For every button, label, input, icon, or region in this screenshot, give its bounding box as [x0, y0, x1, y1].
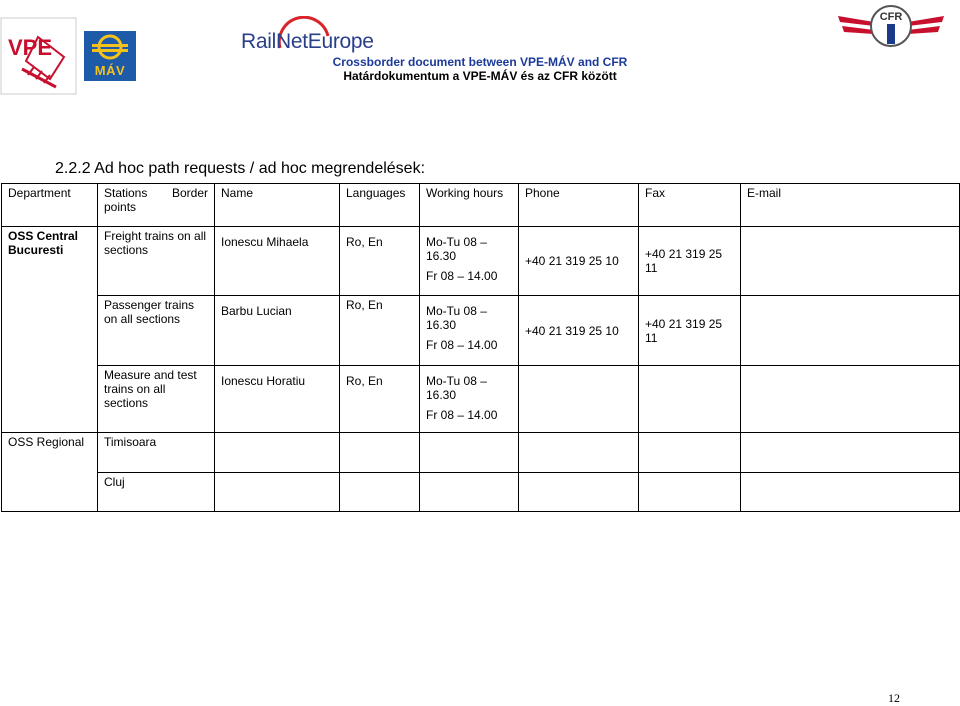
section-cell: Passenger trains on all sections — [98, 296, 215, 366]
railneteurope-logo-text: RailNetEurope — [241, 30, 374, 53]
fax-cell — [639, 366, 741, 433]
hours-friday: Fr 08 – 14.00 — [426, 269, 498, 283]
phone-cell — [519, 433, 639, 473]
fax-cell: +40 21 319 25 11 — [639, 296, 741, 366]
section-cell: Cluj — [98, 473, 215, 512]
table-row — [2, 296, 960, 366]
hours-weekdays: Mo-Tu 08 – 16.30 — [426, 304, 487, 332]
header-points: points — [104, 200, 137, 214]
hours-friday: Fr 08 – 14.00 — [426, 408, 498, 422]
cfr-logo-text: CFR — [879, 11, 903, 23]
languages-cell — [340, 366, 420, 433]
name-cell — [215, 433, 340, 473]
header-stations-border-points — [98, 184, 215, 227]
table-header-row — [2, 184, 960, 227]
name-cell — [215, 473, 340, 512]
hours-cell — [420, 227, 519, 296]
header-fax: Fax — [639, 184, 741, 227]
hours-cell — [420, 366, 519, 433]
department-cell — [2, 227, 98, 433]
languages-text: Ro, En — [346, 374, 383, 388]
phone-cell — [519, 366, 639, 433]
hours-weekdays: Mo-Tu 08 – 16.30 — [426, 374, 487, 402]
hours-cell — [420, 296, 519, 366]
email-cell — [741, 366, 960, 433]
section-cell: Timisoara — [98, 433, 215, 473]
name-cell — [215, 227, 340, 296]
name-text: Ionescu Mihaela — [221, 235, 309, 249]
email-cell — [741, 296, 960, 366]
languages-cell — [340, 473, 420, 512]
fax-cell — [639, 473, 741, 512]
cfr-logo — [836, 2, 946, 50]
document-title — [300, 55, 660, 83]
department-cell: OSS Regional — [2, 433, 98, 512]
languages-text: Ro, En — [346, 235, 383, 249]
header-languages: Languages — [340, 184, 420, 227]
phone-cell: +40 21 319 25 10 — [519, 227, 639, 296]
email-cell — [741, 473, 960, 512]
table-row — [2, 227, 960, 296]
phone-cell: +40 21 319 25 10 — [519, 296, 639, 366]
phone-cell — [519, 473, 639, 512]
languages-cell — [340, 227, 420, 296]
hours-friday: Fr 08 – 14.00 — [426, 338, 498, 352]
header-border: Border — [171, 186, 208, 200]
fax-cell — [639, 433, 741, 473]
hours-cell — [420, 433, 519, 473]
page-number: 12 — [888, 691, 900, 705]
languages-cell: Ro, En — [340, 296, 420, 366]
fax-cell: +40 21 319 25 11 — [639, 227, 741, 296]
hours-cell — [420, 473, 519, 512]
hours-weekdays: Mo-Tu 08 – 16.30 — [426, 235, 487, 263]
header-stations: Stations — [104, 186, 148, 200]
railneteurope-logo — [240, 16, 390, 58]
document-title-line2: Határdokumentum a VPE-MÁV és az CFR között — [343, 69, 617, 83]
table-row — [2, 473, 960, 512]
table-row — [2, 366, 960, 433]
department-line2: Bucuresti — [8, 243, 64, 257]
languages-cell — [340, 433, 420, 473]
name-cell — [215, 296, 340, 366]
header-phone: Phone — [519, 184, 639, 227]
name-text: Ionescu Horatiu — [221, 374, 306, 388]
name-cell — [215, 366, 340, 433]
vpe-logo — [0, 17, 77, 95]
header-email: E-mail — [741, 184, 960, 227]
email-cell — [741, 227, 960, 296]
section-cell: Measure and test trains on all sections — [98, 366, 215, 433]
header-name: Name — [215, 184, 340, 227]
document-title-line1: Crossborder document between VPE-MÁV and CFR — [332, 55, 628, 69]
header-department: Department — [2, 184, 98, 227]
header-working-hours: Working hours — [420, 184, 519, 227]
name-text: Barbu Lucian — [221, 304, 292, 318]
email-cell — [741, 433, 960, 473]
section-cell: Freight trains on all sections — [98, 227, 215, 296]
section-heading: 2.2.2 Ad hoc path requests / ad hoc megrendelések: — [55, 160, 426, 177]
vpe-logo-text: VPE — [8, 35, 53, 60]
contacts-table — [1, 183, 960, 512]
mav-logo-text: MÁV — [94, 63, 126, 78]
mav-logo — [84, 31, 136, 81]
table-row — [2, 433, 960, 473]
department-line1: OSS Central — [8, 229, 79, 243]
